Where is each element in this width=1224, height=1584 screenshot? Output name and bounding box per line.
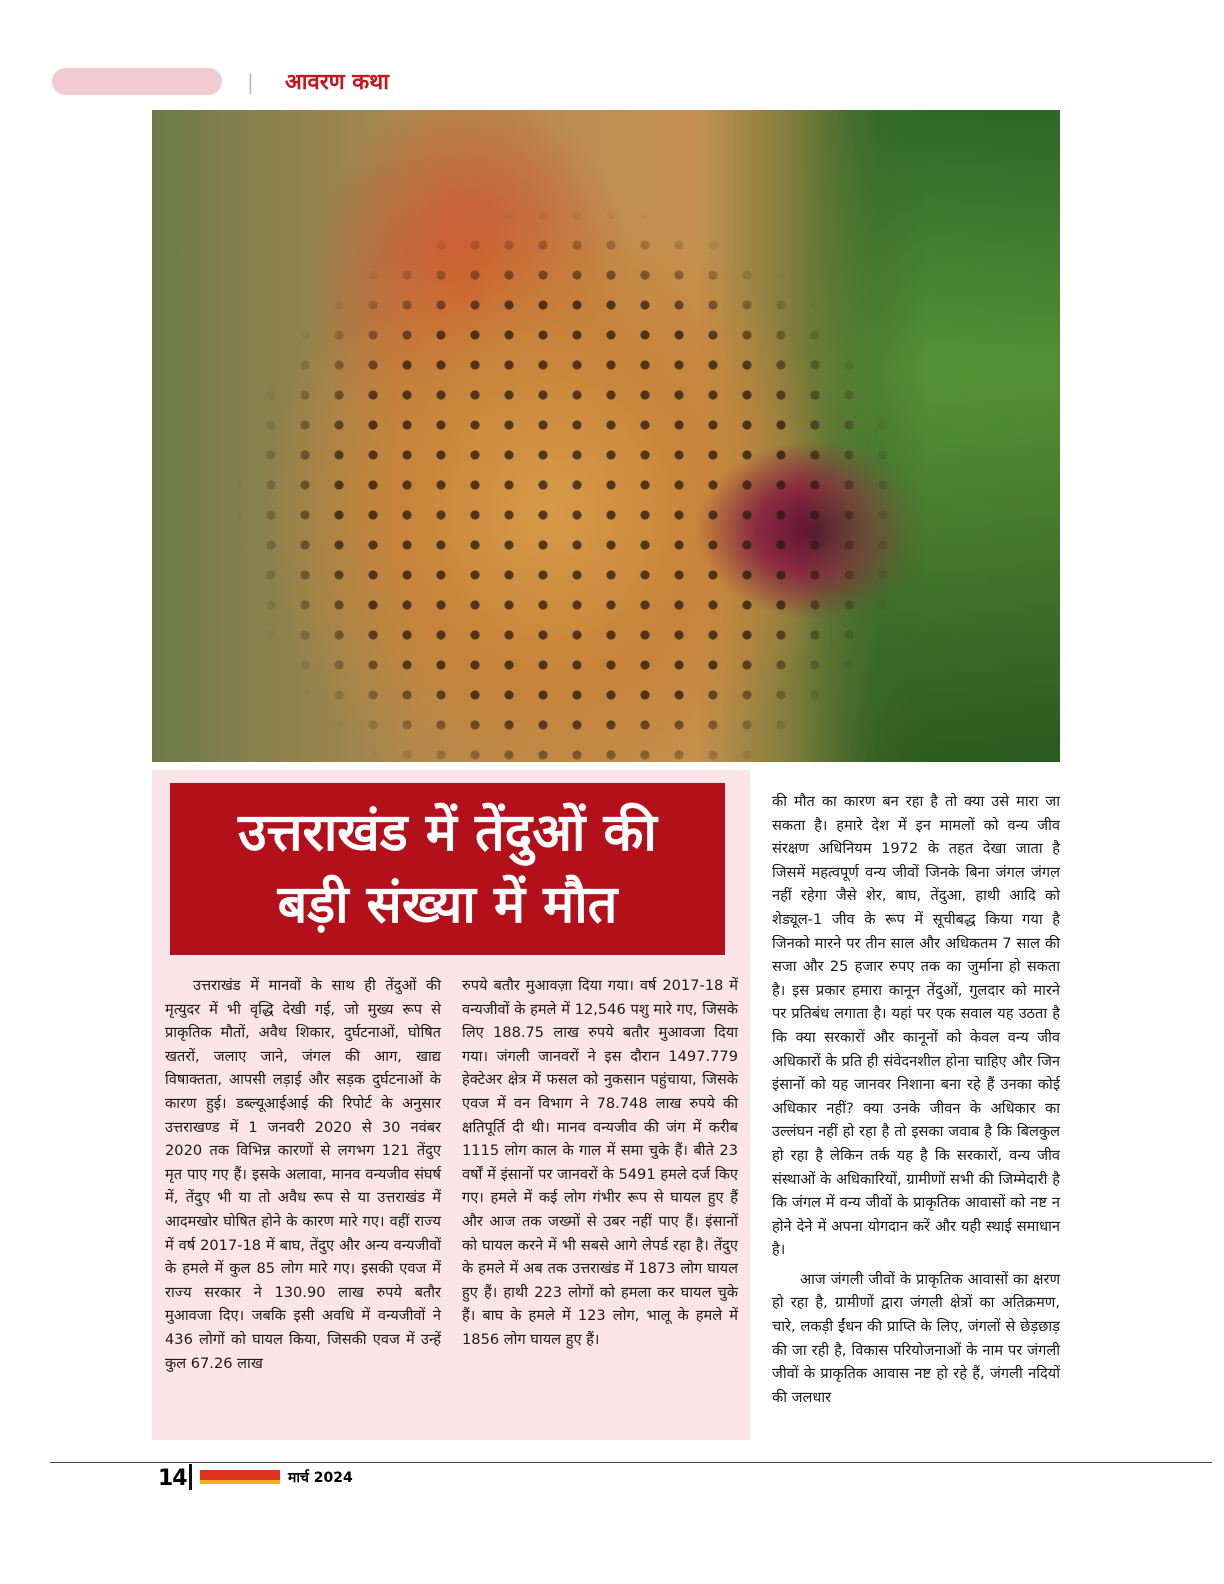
paragraph: आज जंगली जीवों के प्राकृतिक आवासों का क्षरण हो रहा है, ग्रामीणों द्वारा जंगली क्षेत्रों का अतिक्रमण, चारे, लकड़ी ईंधन की प्राप्ति के लिए, जंगलों से छेड़छाड़ की जा रही है, विकास परियोजनाओं के नाम पर जंगली जीवों के प्राकृतिक आवास नष्ट हो रहे हैं, जंगली नदियों की जलधार	[772, 1270, 1060, 1406]
title-line-1: उत्तराखंड में तेंदुओं की	[238, 803, 657, 863]
paragraph: रुपये बतौर मुआवज़ा दिया गया। वर्ष 2017-18 में वन्यजीवों के हमले में 12,546 पशु मारे गए, जिसके लिए 188.75 लाख रुपये बतौर मुआवजा दिया गया। जंगली जानवरों ने इस दौरान 1497.779 हेक्टेअर क्षेत्र में फसल को नुकसान पहुंचाया, जिसके एवज में वन विभाग ने 78.748 लाख रुपये की क्षतिपूर्ति दी थी। मानव वन्यजीव की जंग में करीब 1115 लोग काल के गाल में समा चुके हैं। बीते 23 वर्षों में इंसानों पर जानवरों के 5491 हमले दर्ज किए गए। हमले में कई लोग गंभीर रूप से घायल हुए हैं और आज तक जख्मों से उबर नहीं पाए हैं। इंसानों को घायल करने में भी सबसे आगे लेपर्ड रहा है। तेंदुए के हमले में अब तक उत्तराखंड में 1873 लोग घायल हुए हैं। हाथी 223 लोगों को हमला कर घायल चुके हैं। बाघ के हमले में 123 लोग, भालू के हमले में 1856 लोग घायल हुए हैं।	[462, 977, 738, 1348]
leopard-photo	[152, 110, 1060, 762]
article-column-3	[772, 790, 1060, 1409]
leopard-spots	[152, 110, 1060, 762]
article-column-2	[462, 974, 738, 1352]
footer-divider	[189, 1464, 192, 1490]
paragraph: उत्तराखंड में मानवों के साथ ही तेंदुओं की मृत्युदर में भी वृद्धि देखी गई, जो मुख्य रूप से प्राकृतिक मौतों, अवैध शिकार, दुर्घटनाओं, घोषित खतरों, जलाए जाने, जंगल की आग, खाद्य विषाक्तता, आपसी लड़ाई और सड़क दुर्घटनाओं के कारण हुई। डब्ल्यूआईआई की रिपोर्ट के अनुसार उत्तराखण्ड में 1 जनवरी 2020 से 30 नवंबर 2020 तक विभिन्न कारणों से लगभग 121 तेंदुए मृत पाए गए हैं। इसके अलावा, मानव वन्यजीव संघर्ष में, तेंदुए भी या तो अवैध रूप से या उत्तराखंड में आदमखोर घोषित होने के कारण मारे गए। वहीं राज्य में वर्ष 2017-18 में बाघ, तेंदुए और अन्य वन्यजीवों के हमले में कुल 85 लोग मारे गए। इसकी एवज में राज्य सरकार ने 130.90 लाख रुपये बतौर मुआवजा दिए। जबकि इसी अवधि में वन्यजीवों ने 436 लोगों को घायल किया, जिसकी एवज में उन्हें कुल 67.26 लाख	[165, 977, 441, 1372]
title-line-2: बड़ी संख्या में मौत	[277, 875, 618, 935]
section-label: आवरण कथा	[285, 70, 389, 95]
header-pill	[52, 68, 222, 95]
article-column-1	[165, 974, 441, 1375]
paragraph: की मौत का कारण बन रहा है तो क्या उसे मारा जा सकता है। हमारे देश में इन मामलों को वन्य जीव संरक्षण अधिनियम 1972 के तहत देखा जाता है जिसमें महत्वपूर्ण वन्य जीवों जिनके बिना जंगल जंगल नहीं रहेगा जैसे शेर, बाघ, तेंदुआ, हाथी आदि को शेड्यूल-1 जीव के रूप में सूचीबद्ध किया गया है जिनको मारने पर तीन साल और अधिकतम 7 साल की सजा और 25 हजार रुपए तक का जुर्माना हो सकता है। इस प्रकार हमारा कानून तेंदुओं, गुलदार को मारने पर प्रतिबंध लगाता है। यहां पर एक सवाल यह उठता है कि क्या सरकारों और कानूनों को केवल वन्य जीव अधिकारों के प्रति ही संवेदनशील होना चाहिए और जिन इंसानों को यह जानवर निशाना बना रहे हैं उनका कोई अधिकार नहीं? क्या उनके जीवन के अधिकार का उल्लंघन नहीं हो रहा है तो इसका जवाब है कि बिलकुल हो रहा है लेकिन तर्क यह है कि सरकारों, वन्य जीव संस्थाओं के अधिकारियों, ग्रामीणों सभी की जिम्मेदारी है कि जंगल में वन्य जीवों के प्राकृतिक आवासों को नष्ट न होने देने में अपना योगदान करें और यही स्थाई समाधान है।	[772, 793, 1060, 1259]
article-title	[170, 783, 725, 955]
magazine-logo	[200, 1470, 280, 1484]
header-separator: |	[247, 70, 254, 94]
issue-date: मार्च 2024	[288, 1470, 353, 1486]
page-number: 14	[158, 1466, 187, 1491]
footer-rule	[50, 1462, 1212, 1463]
